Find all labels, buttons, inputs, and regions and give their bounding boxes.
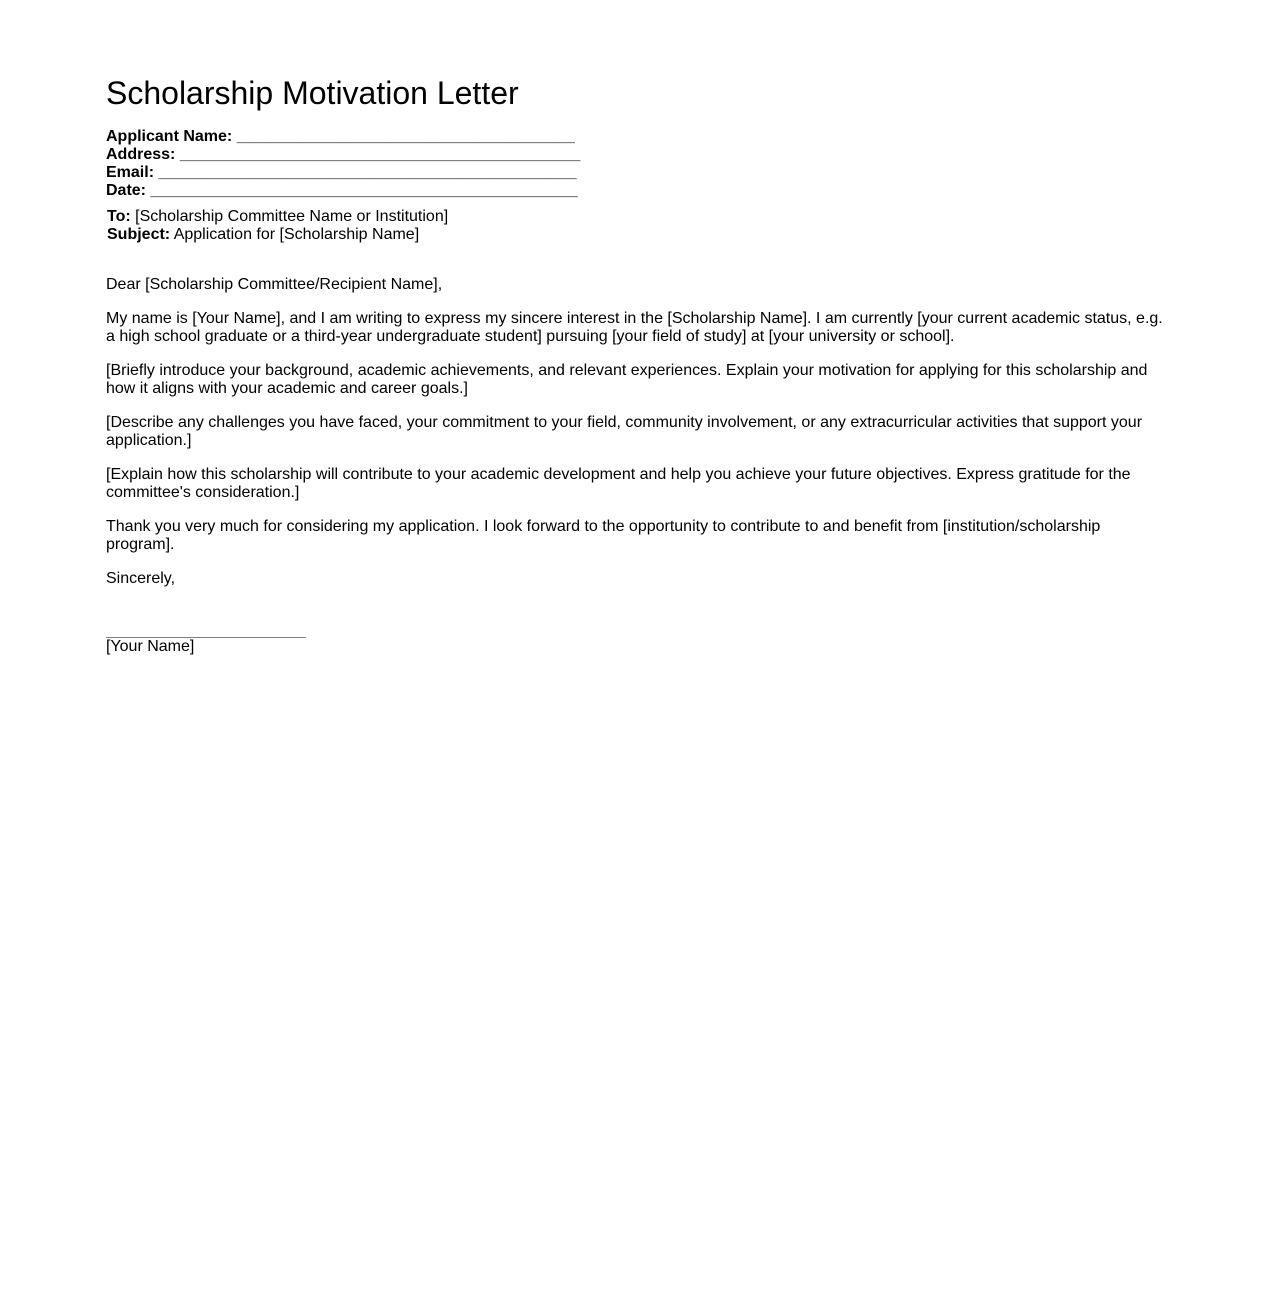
to-label: To: (107, 208, 131, 225)
field-blank: ______________________________________ (236, 128, 575, 145)
field-blank: _______________________________________________ (158, 164, 577, 181)
signature-name: [Your Name] (106, 638, 195, 655)
salutation: Dear [Scholarship Committee/Recipient Name], (106, 276, 443, 293)
applicant-fields (106, 128, 580, 200)
field-date (106, 182, 580, 200)
field-label: Address: (106, 146, 176, 163)
page-title: Scholarship Motivation Letter (106, 75, 519, 111)
letter-body (106, 276, 1170, 604)
subject-label: Subject: (107, 226, 171, 243)
field-label: Email: (106, 164, 155, 181)
signature-line (106, 637, 306, 656)
to-value: [Scholarship Committee Name or Institution] (135, 208, 449, 225)
paragraph-intro: My name is [Your Name], and I am writing to express my sincere interest in the [Scholarship Name]. I am currently [your current academic status, e.g. a high school graduate or a third-year undergraduate student] pursuing [your field of study] at [your university or school]. (106, 310, 1163, 345)
field-email (106, 164, 580, 182)
field-label: Date: (106, 182, 147, 199)
closing: Sincerely, (106, 570, 176, 587)
recipient-block (107, 208, 448, 244)
subject-line (107, 226, 448, 244)
paragraph-thanks: Thank you very much for considering my application. I look forward to the opportunity to contribute to and benefit from [institution/scholarship program]. (106, 518, 1101, 553)
paragraph-contribution: [Explain how this scholarship will contribute to your academic development and help you achieve your future objectives. Express gratitude for the committee's consideration.] (106, 466, 1131, 501)
paragraph-background: [Briefly introduce your background, academic achievements, and relevant experiences. Explain your motivation for applying for this scholarship and how it aligns with your academic and career goals.] (106, 362, 1148, 397)
field-label: Applicant Name: (106, 128, 233, 145)
paragraph-challenges: [Describe any challenges you have faced, your commitment to your field, community involvement, or any extracurricular activities that support your application.] (106, 414, 1143, 449)
field-applicant-name (106, 128, 580, 146)
field-blank: _____________________________________________ (179, 146, 581, 163)
field-address (106, 146, 580, 164)
subject-value: Application for [Scholarship Name] (173, 226, 420, 243)
field-blank: ________________________________________________ (150, 182, 578, 199)
to-line (107, 208, 448, 226)
